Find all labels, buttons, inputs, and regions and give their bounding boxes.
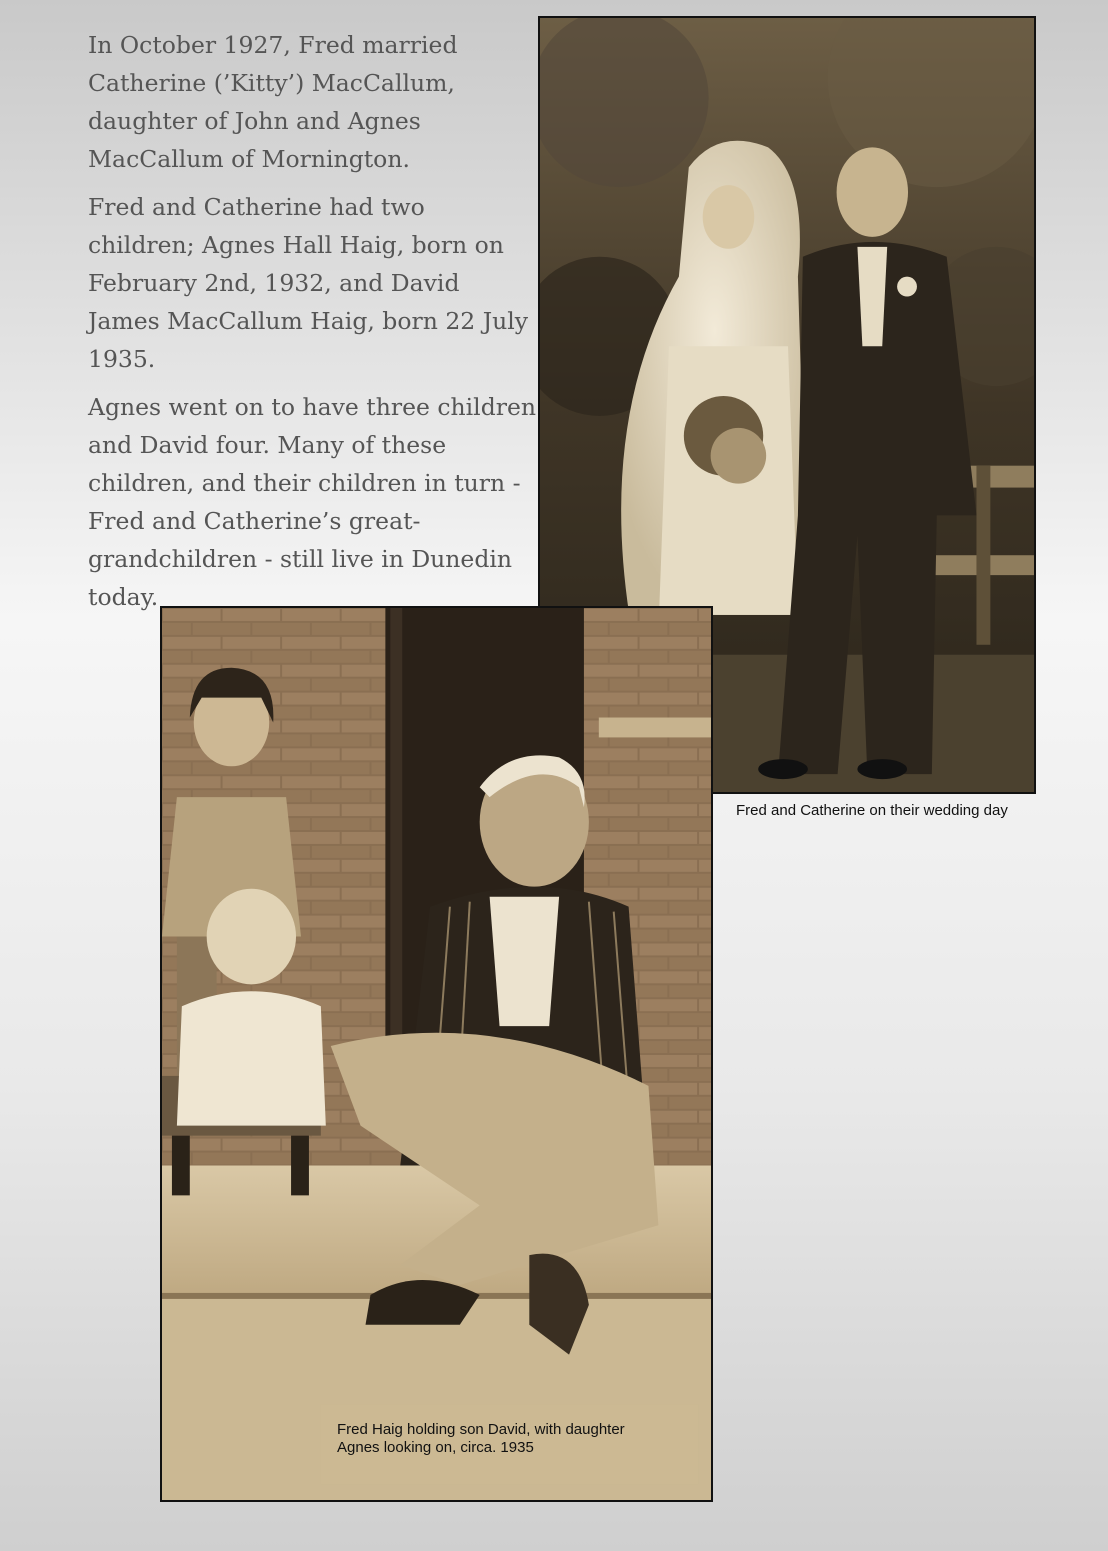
family-photo-caption <box>337 1421 697 1457</box>
body-text <box>88 26 536 626</box>
paragraph-descendants: Agnes went on to have three children and David four. Many of these children, and their children in turn - Fred and Catherine’s great-grandchildren - still live in Dunedin today. <box>88 393 537 611</box>
paragraph-marriage: In October 1927, Fred married Catherine (’Kitty’) MacCallum, daughter of John and Agnes MacCallum of Mornington. <box>88 31 458 173</box>
family-photo-caption-line2: Agnes looking on, circa. 1935 <box>337 1439 534 1456</box>
family-photo <box>160 606 713 1502</box>
wedding-photo-caption: Fred and Catherine on their wedding day <box>736 802 1008 819</box>
family-photo-image <box>162 608 711 1500</box>
paragraph-children: Fred and Catherine had two children; Agnes Hall Haig, born on February 2nd, 1932, and David James MacCallum Haig, born 22 July 1935. <box>88 193 529 373</box>
family-photo-caption-line1: Fred Haig holding son David, with daughter <box>337 1421 625 1438</box>
